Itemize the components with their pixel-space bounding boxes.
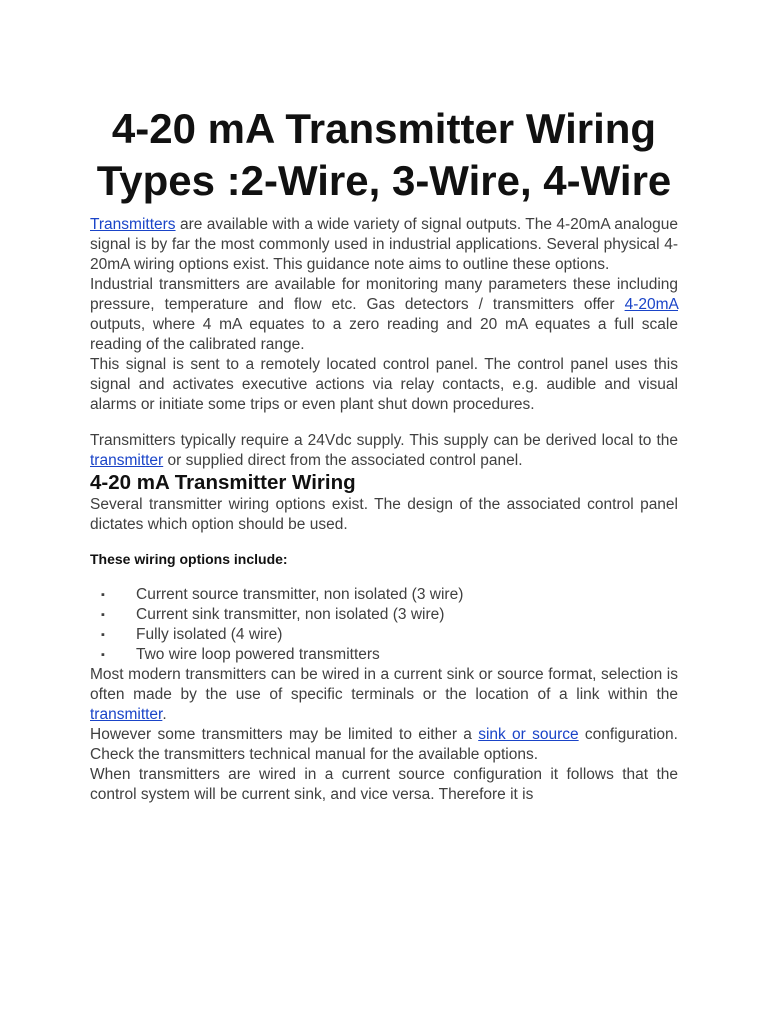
list-item [90, 645, 678, 665]
list-item-text: Two wire loop powered transmitters [136, 646, 380, 663]
page-title: 4-20 mA Transmitter Wiring Types :2-Wire, 3-Wire, 4-Wire [96, 105, 672, 204]
bullet-icon: ▪ [101, 629, 105, 641]
intro-paragraph-3: This signal is sent to a remotely located control panel. The control panel uses this signal and activates executive actions via relay contacts, e.g. audible and visual alarms or initiate some trips or even plant shut down procedures. [90, 356, 678, 413]
section-paragraph-2-text-a: Most modern transmitters can be wired in a current sink or source format, selection is often made by the use of specific terminals or the location of a link within the [90, 666, 678, 703]
wiring-options-list [90, 585, 678, 665]
section-paragraph-3-text-b: configuration. Check the transmitters technical manual for the available options. [90, 726, 678, 763]
transmitter-link-2[interactable]: transmitter [90, 706, 163, 723]
list-item [90, 625, 678, 645]
intro-paragraph-4-text-a: Transmitters typically require a 24Vdc supply. This supply can be derived local to the [90, 432, 678, 449]
section-heading: 4-20 mA Transmitter Wiring [90, 471, 356, 494]
intro-paragraph-4 [90, 431, 678, 471]
list-item [90, 605, 678, 625]
document-page [90, 0, 678, 805]
transmitters-link[interactable]: Transmitters [90, 216, 176, 233]
intro-paragraph-1-text: are available with a wide variety of signal outputs. The 4-20mA analogue signal is by far the most commonly used in industrial applications. Several physical 4-20mA wiring options exist. This guidance note aims to outline these options. [90, 216, 678, 273]
section-paragraph-2-text-b: . [162, 706, 167, 723]
bullet-icon: ▪ [101, 649, 105, 661]
intro-paragraph-4-text-b: or supplied direct from the associated control panel. [163, 452, 523, 469]
list-item [90, 585, 678, 605]
intro-paragraph-2 [90, 275, 678, 355]
bullet-icon: ▪ [101, 589, 105, 601]
section-paragraph-2 [90, 665, 678, 725]
section-paragraph-1: Several transmitter wiring options exist. The design of the associated control panel dictates which option should be used. [90, 496, 678, 533]
4-20ma-link[interactable]: 4-20mA [624, 296, 678, 313]
options-heading: These wiring options include: [90, 551, 288, 567]
section-paragraph-3 [90, 725, 678, 765]
section-paragraph-3-text-a: However some transmitters may be limited to either a [90, 726, 479, 743]
intro-paragraph-2-text-a: Industrial transmitters are available for monitoring many parameters these including pressure, temperature and flow etc. Gas detectors / transmitters offer [90, 276, 678, 313]
intro-paragraph-2-text-b: outputs, where 4 mA equates to a zero reading and 20 mA equates a full scale reading of the calibrated range. [90, 316, 678, 353]
bullet-icon: ▪ [101, 609, 105, 621]
list-item-text: Current source transmitter, non isolated (3 wire) [136, 586, 464, 603]
intro-paragraph-1 [90, 215, 678, 275]
sink-or-source-link[interactable]: sink or source [478, 726, 579, 743]
transmitter-link-1[interactable]: transmitter [90, 452, 164, 469]
section-paragraph-4: When transmitters are wired in a current source configuration it follows that the control system will be current sink, and vice versa. Therefore it is [90, 766, 678, 803]
list-item-text: Fully isolated (4 wire) [136, 626, 283, 643]
list-item-text: Current sink transmitter, non isolated (3 wire) [136, 606, 445, 623]
